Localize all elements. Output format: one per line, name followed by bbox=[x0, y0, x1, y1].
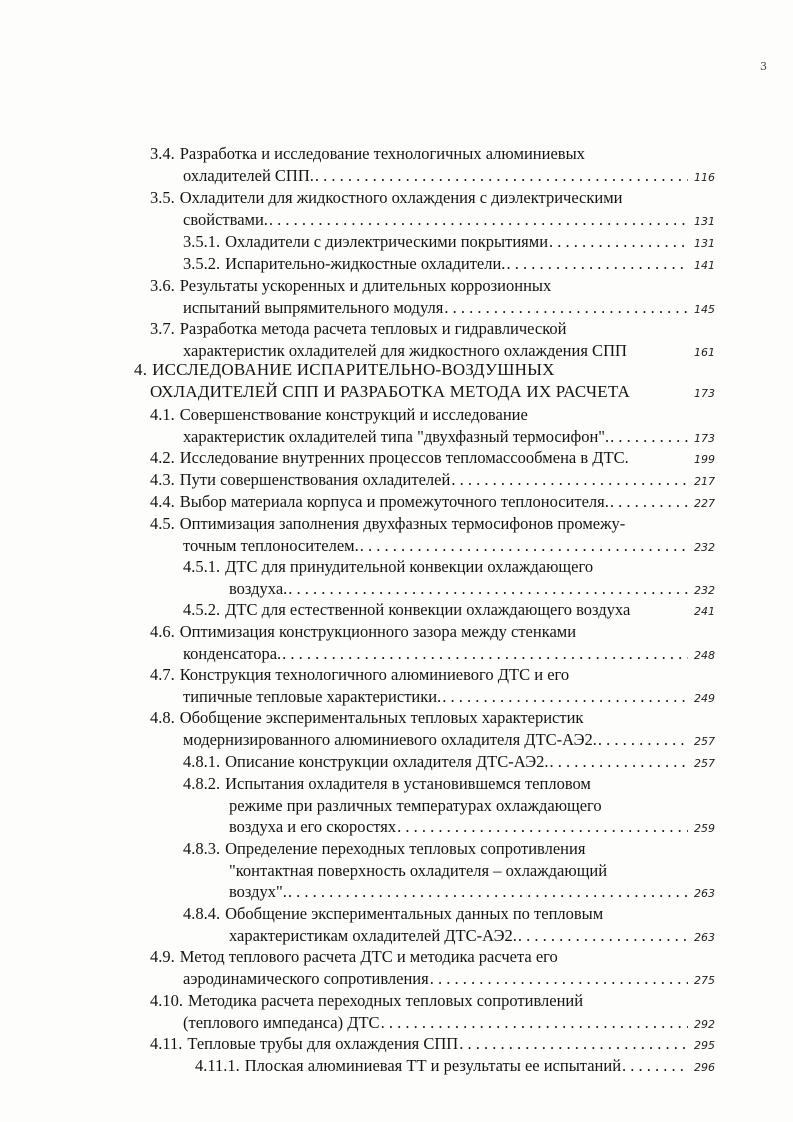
toc-entry-line bbox=[150, 381, 630, 403]
toc-entry-line bbox=[183, 599, 630, 621]
toc-entry-title: Плоская алюминиевая ТТ и результаты ее испытаний bbox=[244, 1056, 622, 1075]
toc-page-number: 263 bbox=[694, 930, 715, 944]
toc-entry-line bbox=[150, 1033, 688, 1055]
toc-entry-title: Определение переходных тепловых сопротивления bbox=[225, 839, 586, 858]
toc-entry-title: воздуха и его скоростях bbox=[229, 817, 397, 837]
toc-entry-line bbox=[150, 404, 528, 426]
toc-entry-number: 4.4. bbox=[150, 492, 175, 511]
toc-entry-number: 4.8.3. bbox=[183, 839, 221, 858]
toc-entry-line bbox=[150, 187, 623, 209]
toc-entry-line bbox=[150, 143, 585, 165]
leader-dots bbox=[550, 751, 688, 773]
toc-entry-line bbox=[195, 1055, 688, 1077]
toc-page-number: 116 bbox=[694, 170, 715, 184]
toc-entry-title: Испарительно-жидкостные охладители. bbox=[225, 254, 506, 273]
toc-entry-title: (теплового импеданса) ДТС bbox=[183, 1012, 380, 1032]
toc-entry-line bbox=[229, 925, 688, 947]
toc-entry-line bbox=[183, 165, 688, 187]
toc-entry-title: Тепловые трубы для охлаждения СПП bbox=[187, 1034, 459, 1053]
toc-entry-line bbox=[183, 535, 688, 557]
toc-entry-title: Описание конструкции охладителя ДТС-АЭ2. bbox=[225, 752, 549, 771]
toc-entry-number: 3.4. bbox=[150, 144, 175, 163]
toc-entry-title: режиме при различных температурах охлаждающего bbox=[229, 795, 602, 815]
toc-entry-line bbox=[183, 231, 688, 253]
toc-entry-title: модернизированного алюминиевого охладителя ДТС-АЭ2. bbox=[183, 729, 597, 749]
leader-dots bbox=[610, 426, 688, 448]
toc-entry-line bbox=[183, 686, 688, 708]
toc-entry-title: конденсатора. bbox=[183, 643, 282, 663]
leader-dots bbox=[598, 729, 688, 751]
toc-page-number: 161 bbox=[694, 345, 715, 359]
toc-entry-number: 3.7. bbox=[150, 319, 175, 338]
toc-entry-line bbox=[183, 751, 688, 773]
toc-entry-number: 4.5. bbox=[150, 514, 175, 533]
toc-entry-line bbox=[150, 664, 569, 686]
toc-entry-line bbox=[183, 556, 593, 578]
toc-page-number: 295 bbox=[694, 1039, 715, 1052]
toc-page-number: 249 bbox=[694, 691, 715, 705]
page-number-mark: 3 bbox=[760, 60, 767, 73]
toc-entry-title: "контактная поверхность охладителя – охлаждающий bbox=[229, 860, 608, 880]
toc-entry-title: Разработка метода расчета тепловых и гидравлической bbox=[179, 319, 567, 338]
toc-entry-line bbox=[150, 447, 629, 469]
toc-entry-title: Испытания охладителя в установившемся тепловом bbox=[225, 774, 591, 793]
leader-dots bbox=[442, 686, 688, 708]
toc-entry-title: Оптимизация конструкционного зазора между стенками bbox=[179, 622, 577, 641]
toc-page-number: 199 bbox=[694, 453, 715, 466]
leader-dots bbox=[506, 253, 688, 275]
toc-entry-title: охладителей СПП. bbox=[183, 165, 314, 185]
toc-entry-title: ДТС для принудительной конвекции охлаждающего bbox=[225, 557, 594, 576]
toc-page-number: 275 bbox=[694, 973, 715, 987]
toc-page-number: 173 bbox=[694, 386, 715, 400]
toc-entry-line bbox=[150, 275, 551, 297]
toc-entry-title: типичные тепловые характеристики. bbox=[183, 686, 442, 706]
toc-entry-line bbox=[150, 491, 688, 513]
toc-entry-line bbox=[150, 621, 576, 643]
leader-dots bbox=[288, 881, 688, 903]
leader-dots bbox=[269, 209, 688, 231]
toc-entry-title: ОХЛАДИТЕЛЕЙ СПП И РАЗРАБОТКА МЕТОДА ИХ РАСЧЕТА bbox=[150, 381, 631, 401]
leader-dots bbox=[315, 165, 688, 187]
toc-entry-number: 4.9. bbox=[150, 947, 175, 966]
toc-page-number: 141 bbox=[694, 259, 715, 272]
toc-entry-title: Метод теплового расчета ДТС и методика расчета его bbox=[179, 947, 558, 966]
toc-entry-title: точным теплоносителем. bbox=[183, 535, 359, 555]
toc-entry-title: Разработка и исследование технологичных алюминиевых bbox=[179, 144, 585, 163]
leader-dots bbox=[610, 491, 688, 513]
toc-page-number: 145 bbox=[694, 302, 715, 316]
leader-dots bbox=[549, 231, 688, 253]
toc-page-number: 232 bbox=[694, 540, 715, 554]
toc-entry-line bbox=[229, 816, 688, 838]
toc-entry-number: 4.5.2. bbox=[183, 600, 221, 619]
toc-entry-title: характеристик охладителей типа "двухфазный термосифон". bbox=[183, 426, 610, 446]
toc-entry-title: Совершенствование конструкций и исследование bbox=[179, 405, 528, 424]
toc-page-number: 263 bbox=[694, 887, 715, 901]
toc-entry-number: 4. bbox=[134, 360, 148, 379]
toc-entry-title: Конструкция технологичного алюминиевого ДТС и его bbox=[179, 665, 570, 684]
toc-entry-title: свойствами. bbox=[183, 209, 268, 229]
toc-entry-line bbox=[134, 359, 555, 381]
toc-entry-title: воздуха. bbox=[229, 578, 288, 598]
toc-page-number: 217 bbox=[694, 475, 715, 488]
toc-entry-line bbox=[183, 297, 688, 319]
toc-entry-line bbox=[229, 860, 607, 882]
leader-dots bbox=[282, 643, 688, 665]
toc-entry-title: Выбор материала корпуса и промежуточного теплоносителя. bbox=[179, 492, 609, 511]
toc-entry-line bbox=[229, 578, 688, 600]
toc-entry-title: испытаний выпрямительного модуля bbox=[183, 297, 444, 317]
toc-entry-number: 3.5. bbox=[150, 188, 175, 207]
leader-dots bbox=[397, 816, 688, 838]
toc-entry-title: характеристик охладителей для жидкостного охлаждения СПП bbox=[183, 340, 627, 360]
leader-dots bbox=[451, 469, 688, 491]
leader-dots bbox=[381, 1012, 688, 1034]
toc-entry-title: Исследование внутренних процессов тепломассообмена в ДТС. bbox=[179, 448, 629, 467]
toc-page-number: 259 bbox=[694, 822, 715, 836]
toc-entry-title: Обобщение экспериментальных данных по тепловым bbox=[225, 904, 604, 923]
toc-entry-number: 3.6. bbox=[150, 276, 175, 295]
toc-page-number: 241 bbox=[694, 605, 715, 618]
toc-entry-title: Пути совершенствования охладителей bbox=[179, 470, 451, 489]
toc-entry-title: Методика расчета переходных тепловых сопротивлений bbox=[188, 991, 584, 1010]
toc-entry-title: Охладители для жидкостного охлаждения с диэлектрическими bbox=[179, 188, 623, 207]
toc-page-number: 292 bbox=[694, 1017, 715, 1031]
toc-entry-title: Обобщение экспериментальных тепловых характеристик bbox=[179, 708, 584, 727]
toc-page-number: 232 bbox=[694, 583, 715, 597]
toc-page-number: 296 bbox=[694, 1061, 715, 1074]
toc-page-number: 248 bbox=[694, 648, 715, 662]
toc-entry-number: 4.8. bbox=[150, 708, 175, 727]
toc-entry-line bbox=[229, 881, 688, 903]
toc-entry-line bbox=[229, 795, 602, 817]
toc-entry-number: 4.11.1. bbox=[195, 1056, 240, 1075]
toc-entry-line bbox=[183, 838, 585, 860]
toc-entry-number: 4.10. bbox=[150, 991, 183, 1010]
toc-entry-line bbox=[183, 968, 688, 990]
toc-entry-title: ДТС для естественной конвекции охлаждающего воздуха bbox=[225, 600, 631, 619]
toc-page-number: 257 bbox=[694, 734, 715, 748]
toc-entry-line bbox=[183, 773, 591, 795]
toc-entry-number: 4.5.1. bbox=[183, 557, 221, 576]
toc-entry-number: 4.11. bbox=[150, 1034, 183, 1053]
leader-dots bbox=[444, 297, 688, 319]
toc-entry-title: Охладители с диэлектрическими покрытиями bbox=[225, 232, 549, 251]
toc-entry-line bbox=[150, 707, 583, 729]
leader-dots bbox=[622, 1055, 688, 1077]
toc-entry-number: 4.8.2. bbox=[183, 774, 221, 793]
toc-entry-title: характеристикам охладителей ДТС-АЭ2. bbox=[229, 925, 517, 945]
toc-entry-line bbox=[150, 946, 558, 968]
leader-dots bbox=[430, 968, 688, 990]
toc-entry-number: 4.6. bbox=[150, 622, 175, 641]
toc-page-number: 173 bbox=[694, 431, 715, 445]
toc-entry-number: 3.5.2. bbox=[183, 254, 221, 273]
toc-entry-line bbox=[183, 426, 688, 448]
toc-entry-number: 4.8.1. bbox=[183, 752, 221, 771]
toc-entry-number: 4.3. bbox=[150, 470, 175, 489]
toc-entry-line bbox=[150, 990, 583, 1012]
toc-entry-number: 4.1. bbox=[150, 405, 175, 424]
toc-page-number: 227 bbox=[694, 497, 715, 510]
toc-entry-title: воздух". bbox=[229, 882, 287, 902]
leader-dots bbox=[360, 535, 688, 557]
toc-entry-line bbox=[150, 318, 567, 340]
toc-entry-title: аэродинамического сопротивления bbox=[183, 968, 429, 988]
leader-dots bbox=[518, 925, 688, 947]
toc-entry-number: 4.8.4. bbox=[183, 904, 221, 923]
toc-entry-title: Результаты ускоренных и длительных коррозионных bbox=[179, 276, 552, 295]
toc-entry-line bbox=[150, 513, 625, 535]
toc-entry-line bbox=[183, 209, 688, 231]
toc-entry-line bbox=[183, 253, 688, 275]
toc-entry-title: Оптимизация заполнения двухфазных термосифонов промежу- bbox=[179, 514, 626, 533]
toc-entry-line bbox=[183, 903, 603, 925]
toc-page-number: 257 bbox=[694, 757, 715, 770]
toc-page-number: 131 bbox=[694, 237, 715, 250]
toc-entry-line bbox=[183, 643, 688, 665]
leader-dots bbox=[288, 578, 688, 600]
toc-entry-number: 4.7. bbox=[150, 665, 175, 684]
toc-entry-line bbox=[183, 1012, 688, 1034]
toc-page-number: 131 bbox=[694, 214, 715, 228]
leader-dots bbox=[459, 1033, 688, 1055]
toc-entry-title: ИССЛЕДОВАНИЕ ИСПАРИТЕЛЬНО-ВОЗДУШНЫХ bbox=[152, 360, 555, 379]
toc-entry-number: 4.2. bbox=[150, 448, 175, 467]
toc-entry-number: 3.5.1. bbox=[183, 232, 221, 251]
toc-entry-line bbox=[150, 469, 688, 491]
toc-entry-line bbox=[183, 729, 688, 751]
